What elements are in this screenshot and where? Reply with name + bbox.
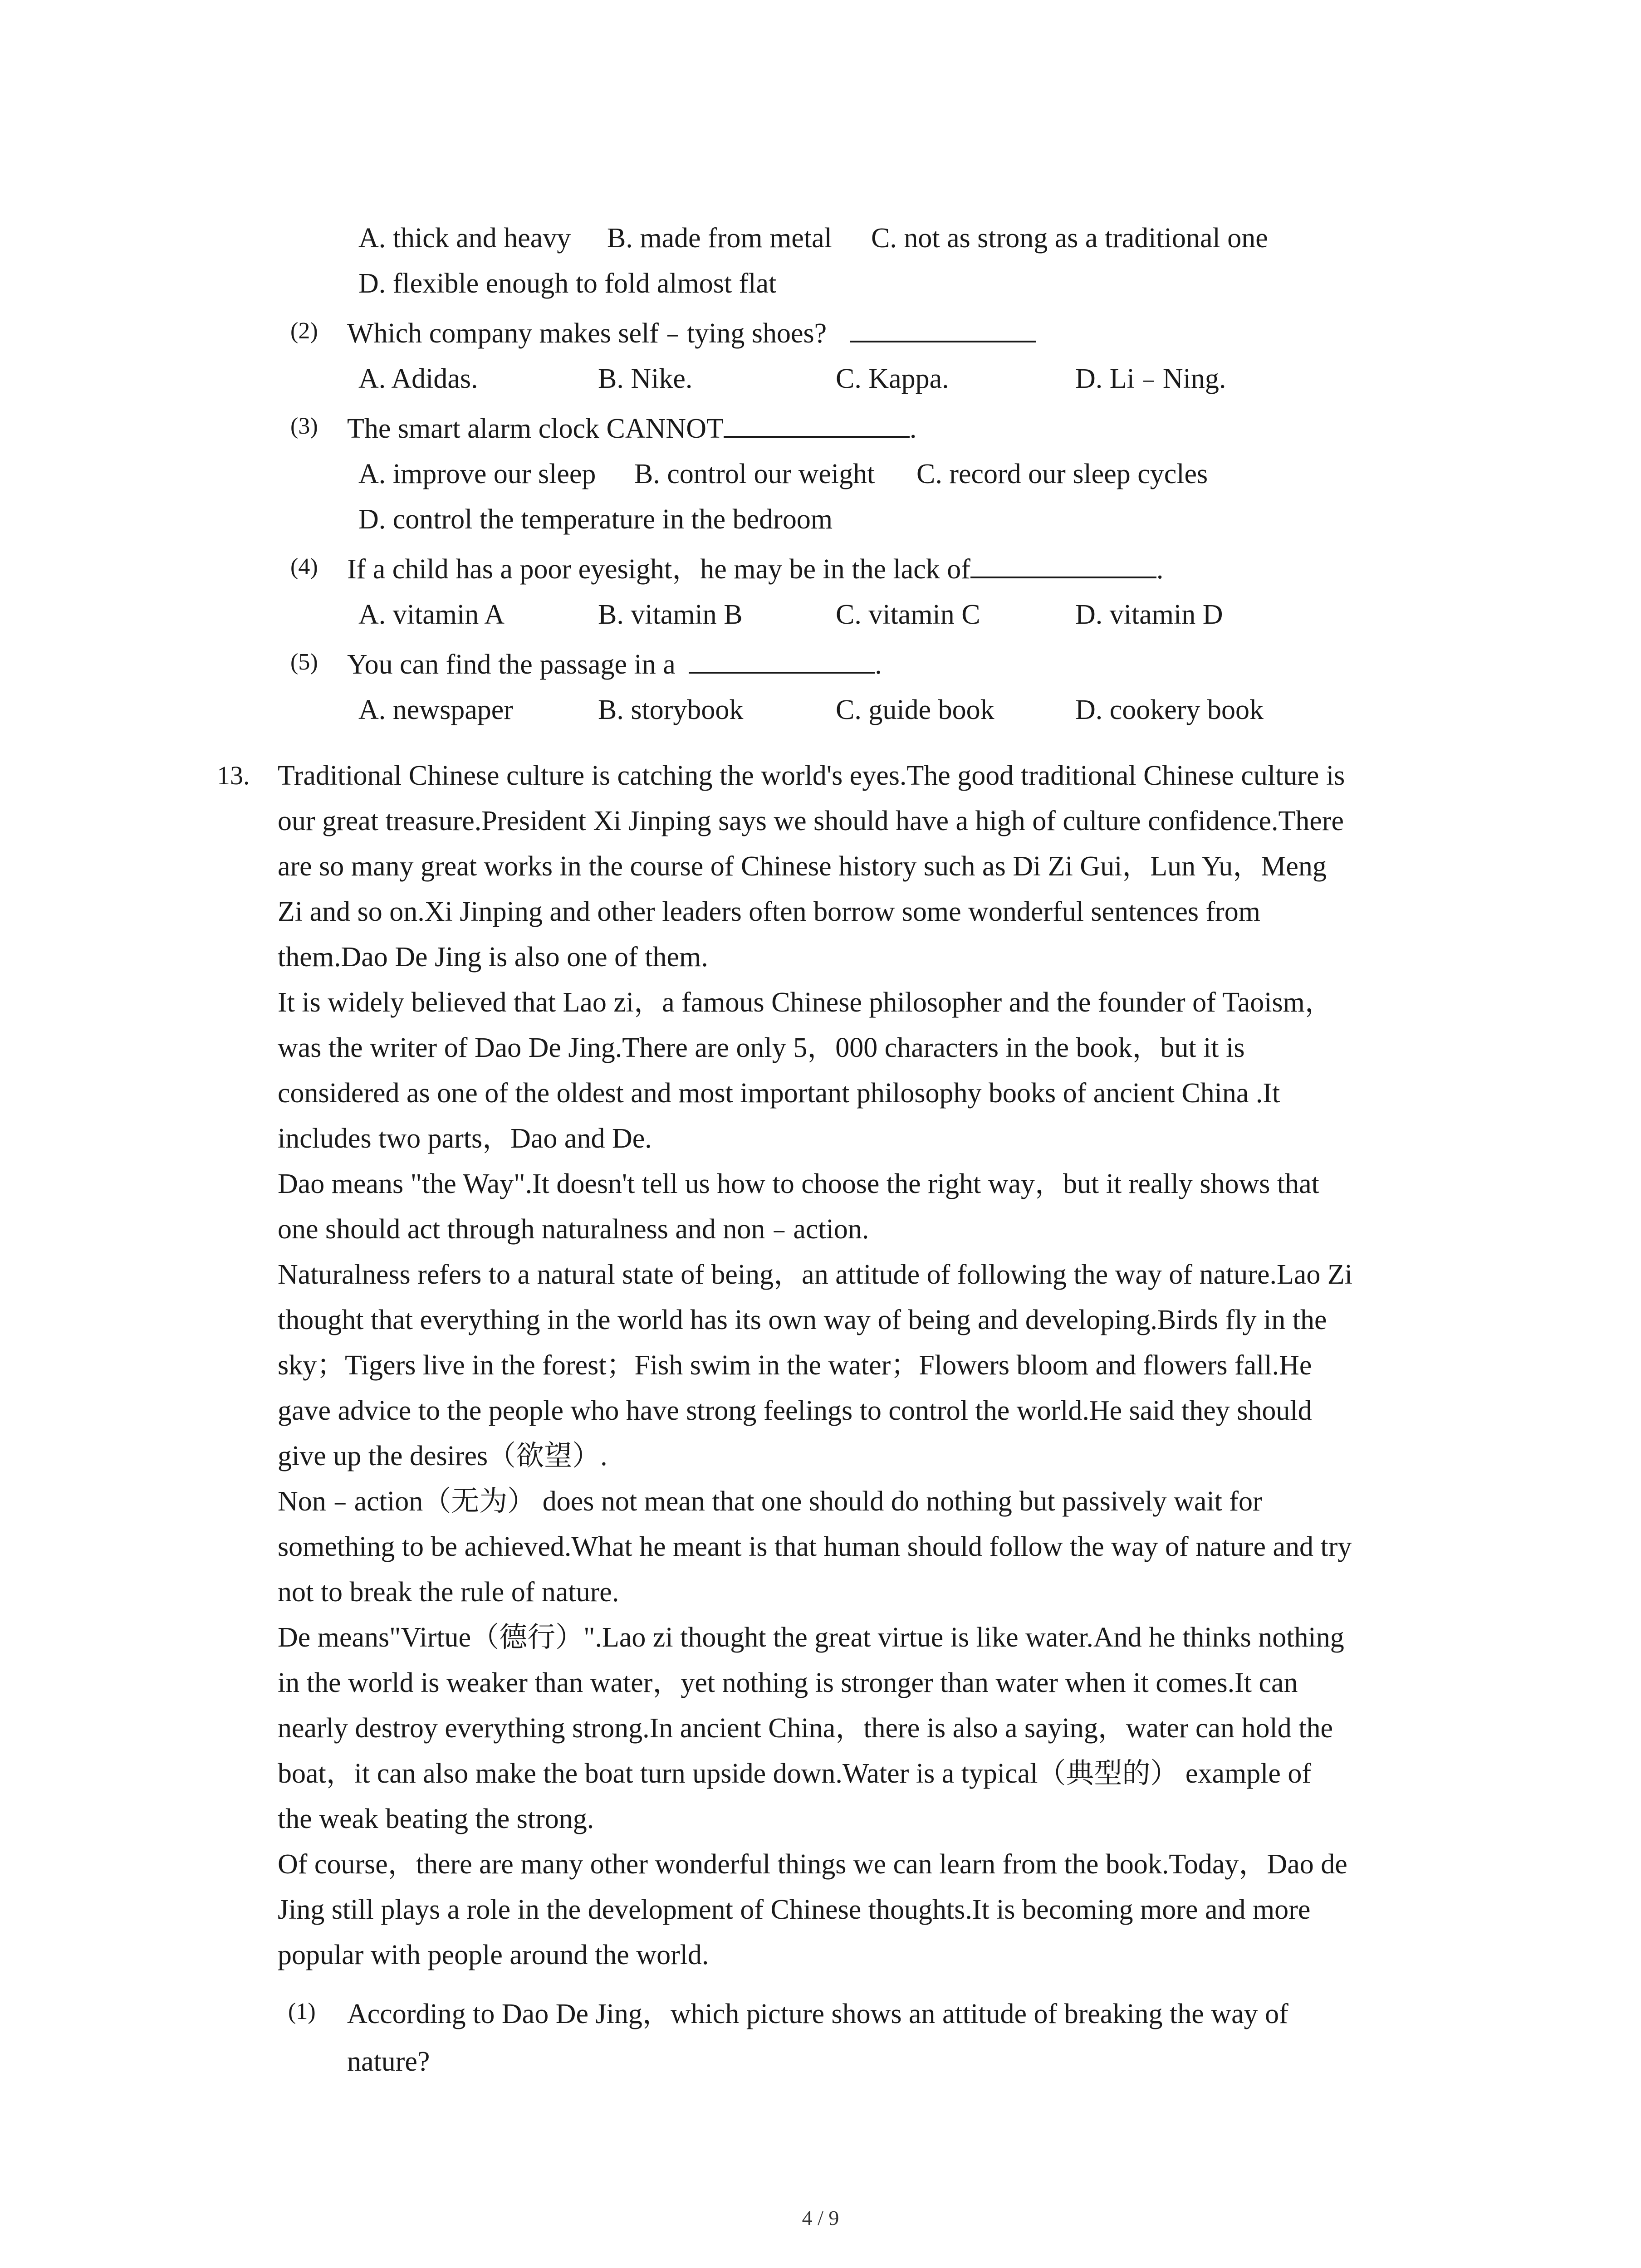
question-13-number: 13. bbox=[217, 761, 250, 790]
answer-blank bbox=[850, 313, 1036, 342]
q12-5-option-c: C. guide book bbox=[836, 694, 994, 725]
q13-1-number: (1) bbox=[288, 1999, 316, 2024]
passage-line: one should act through naturalness and non﹣action. bbox=[278, 1214, 869, 1245]
q12-4-question: If a child has a poor eyesight，he may be in the lack of bbox=[347, 554, 970, 585]
q12-2-option-b: B. Nike. bbox=[598, 363, 693, 394]
q12-1-option-c: C. not as strong as a traditional one bbox=[871, 223, 1268, 254]
q12-3-text bbox=[347, 406, 916, 451]
passage-line: De means"Virtue（德行）".Lao zi thought the great virtue is like water.And he thinks nothing bbox=[278, 1622, 1344, 1653]
q12-4-option-d: D. vitamin D bbox=[1075, 599, 1223, 630]
page-number: 4 / 9 bbox=[802, 2206, 839, 2229]
q12-5-number: (5) bbox=[290, 649, 318, 675]
answer-blank bbox=[689, 644, 875, 674]
passage-line: nearly destroy everything strong.In ancient China，there is also a saying，water can hold the bbox=[278, 1713, 1333, 1744]
passage-line: Zi and so on.Xi Jinping and other leaders often borrow some wonderful sentences from bbox=[278, 896, 1261, 927]
q12-4-number: (4) bbox=[290, 554, 318, 580]
passage-line: thought that everything in the world has its own way of being and developing.Birds fly in the bbox=[278, 1305, 1327, 1335]
q12-4-option-c: C. vitamin C bbox=[836, 599, 980, 630]
passage-line: popular with people around the world. bbox=[278, 1940, 709, 1970]
q12-4-period: . bbox=[1156, 554, 1164, 585]
q12-2-option-a: A. Adidas. bbox=[358, 363, 478, 394]
q12-3-period: . bbox=[909, 413, 917, 444]
passage-line: sky；Tigers live in the forest；Fish swim in the water；Flowers bloom and flowers fall.He bbox=[278, 1350, 1312, 1381]
q12-4-option-b: B. vitamin B bbox=[598, 599, 743, 630]
q12-3-option-c: C. record our sleep cycles bbox=[916, 459, 1208, 489]
passage-line: It is widely believed that Lao zi，a famous Chinese philosopher and the founder of Taoism， bbox=[278, 987, 1333, 1018]
q12-4-text bbox=[347, 547, 1163, 592]
passage-line: Dao means "the Way".It doesn't tell us how to choose the right way，but it really shows that bbox=[278, 1168, 1319, 1199]
passage-line: Jing still plays a role in the development of Chinese thoughts.It is becoming more and more bbox=[278, 1894, 1311, 1925]
q12-1-option-d: D. flexible enough to fold almost flat bbox=[358, 268, 777, 299]
passage-line: considered as one of the oldest and most important philosophy books of ancient China .It bbox=[278, 1078, 1280, 1109]
passage-line: give up the desires（欲望）. bbox=[278, 1441, 607, 1471]
passage-line: them.Dao De Jing is also one of them. bbox=[278, 942, 708, 973]
passage-line: was the writer of Dao De Jing.There are only 5，000 characters in the book，but it is bbox=[278, 1032, 1245, 1063]
q12-3-option-a: A. improve our sleep bbox=[358, 459, 596, 489]
passage-line: Traditional Chinese culture is catching the world's eyes.The good traditional Chinese culture is bbox=[278, 760, 1345, 791]
q13-1-line1: According to Dao De Jing，which picture shows an attitude of breaking the way of bbox=[347, 1999, 1288, 2029]
q12-5-option-a: A. newspaper bbox=[358, 694, 513, 725]
q12-1-option-a: A. thick and heavy bbox=[358, 223, 571, 254]
answer-blank bbox=[724, 408, 910, 438]
passage-line: in the world is weaker than water，yet nothing is stronger than water when it comes.It can bbox=[278, 1667, 1298, 1698]
q12-1-option-b: B. made from metal bbox=[607, 223, 832, 254]
q12-5-text bbox=[347, 642, 882, 687]
q12-5-option-d: D. cookery book bbox=[1075, 694, 1264, 725]
passage-line: includes two parts，Dao and De. bbox=[278, 1123, 652, 1154]
passage-line: Non﹣action（无为） does not mean that one should do nothing but passively wait for bbox=[278, 1486, 1262, 1517]
q12-5-option-b: B. storybook bbox=[598, 694, 744, 725]
q12-5-question: You can find the passage in a bbox=[347, 649, 676, 680]
q13-1-line2: nature? bbox=[347, 2046, 430, 2077]
q12-2-number: (2) bbox=[290, 318, 318, 344]
passage-line: gave advice to the people who have strong feelings to control the world.He said they should bbox=[278, 1395, 1312, 1426]
passage-line: boat，it can also make the boat turn upside down.Water is a typical（典型的） example of bbox=[278, 1758, 1312, 1789]
q12-3-option-d: D. control the temperature in the bedroom bbox=[358, 504, 833, 535]
passage-line: Naturalness refers to a natural state of being，an attitude of following the way of nature.Lao Zi bbox=[278, 1259, 1352, 1290]
answer-blank bbox=[970, 548, 1156, 578]
q12-2-question: Which company makes self﹣tying shoes? bbox=[347, 318, 827, 349]
q12-2-text bbox=[347, 311, 1036, 356]
passage-line: are so many great works in the course of Chinese history such as Di Zi Gui，Lun Yu，Meng bbox=[278, 851, 1327, 882]
passage-line: Of course，there are many other wonderful things we can learn from the book.Today，Dao de bbox=[278, 1849, 1347, 1880]
question-13-passage bbox=[278, 753, 1457, 1978]
passage-line: the weak beating the strong. bbox=[278, 1804, 594, 1834]
q12-3-option-b: B. control our weight bbox=[634, 459, 875, 489]
q12-3-number: (3) bbox=[290, 413, 318, 439]
passage-line: something to be achieved.What he meant is that human should follow the way of nature and try bbox=[278, 1531, 1352, 1562]
q12-4-option-a: A. vitamin A bbox=[358, 599, 505, 630]
q12-3-question: The smart alarm clock CANNOT bbox=[347, 413, 724, 444]
passage-line: our great treasure.President Xi Jinping says we should have a high of culture confidence.There bbox=[278, 806, 1344, 836]
q12-2-option-d: D. Li﹣Ning. bbox=[1075, 363, 1226, 394]
q12-2-option-c: C. Kappa. bbox=[836, 363, 949, 394]
q12-5-period: . bbox=[875, 649, 882, 680]
passage-line: not to break the rule of nature. bbox=[278, 1577, 619, 1608]
